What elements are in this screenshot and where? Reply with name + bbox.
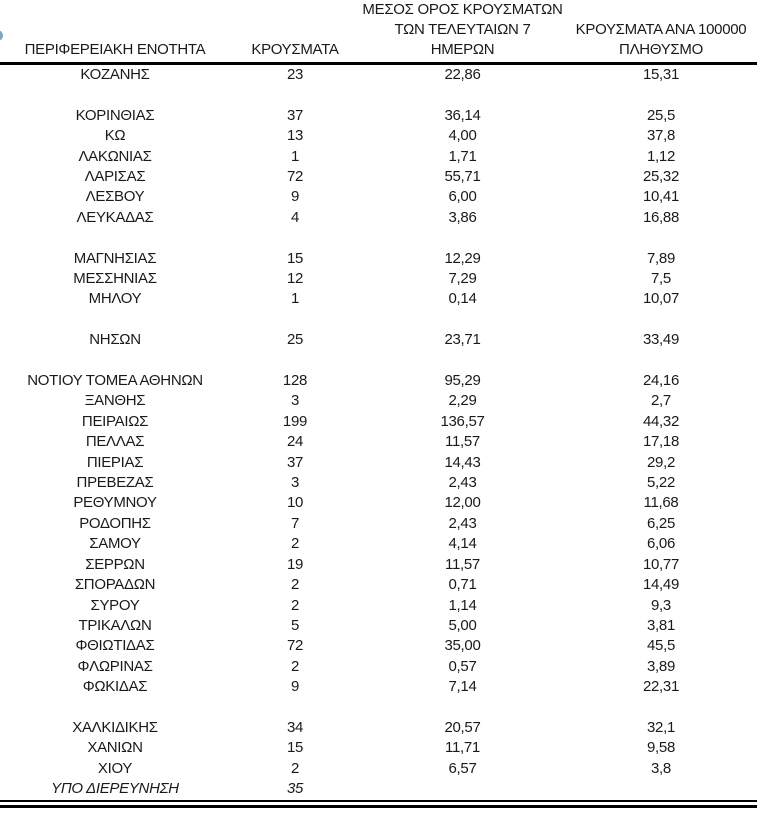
table-row [0, 432, 757, 452]
avg-7day-cell: 2,43 [448, 474, 477, 492]
per-100000-cell: 11,68 [643, 494, 679, 512]
table-row [0, 269, 757, 289]
per-100000-cell: 7,5 [651, 270, 671, 288]
regional-unit-cell [0, 310, 230, 330]
cases-cell: 4 [290, 208, 300, 226]
table-row [0, 391, 757, 411]
table-row [0, 187, 757, 207]
regional-unit-cell: ΣΥΡΟΥ [90, 596, 140, 614]
regional-unit-cell: ΞΑΝΘΗΣ [84, 392, 146, 410]
regional-unit-cell: ΛΕΣΒΟΥ [85, 188, 145, 206]
avg-7day-cell: 136,57 [440, 412, 485, 430]
per-100000-cell: 7,89 [647, 249, 675, 267]
regional-unit-cell: ΣΕΡΡΩΝ [85, 555, 145, 573]
cases-cell: 1 [290, 147, 300, 165]
per-100000-cell: 32,1 [647, 718, 675, 736]
avg-7day-cell: 35,00 [444, 637, 481, 655]
regional-unit-cell: ΦΘΙΩΤΙΔΑΣ [75, 637, 155, 655]
per-100000-cell: 10,41 [642, 188, 680, 206]
table-row [0, 249, 757, 269]
header-row [0, 0, 757, 64]
avg-7day-cell: 4,14 [448, 535, 477, 553]
per-100000-cell: 2,7 [651, 392, 671, 410]
cases-cell [230, 698, 360, 718]
cases-cell: 10 [286, 494, 304, 512]
table-row [0, 126, 757, 146]
regional-unit-cell [0, 698, 230, 718]
cases-cell: 5 [290, 616, 300, 634]
table-row [0, 289, 757, 309]
per-100000-cell [565, 228, 757, 248]
table-row [0, 514, 757, 534]
regional-unit-cell: ΛΑΚΩΝΙΑΣ [78, 147, 152, 165]
cases-cell: 37 [286, 453, 304, 471]
regional-unit-cell: ΚΟΖΑΝΗΣ [80, 66, 150, 83]
regional-unit-cell: ΠΡΕΒΕΖΑΣ [76, 474, 154, 492]
avg-7day-cell: 6,57 [448, 759, 477, 777]
table-row [0, 371, 757, 391]
avg-7day-cell: 2,29 [448, 392, 477, 410]
header-line: ΠΛΗΘΥΣΜΟ [619, 41, 703, 58]
per-100000-cell: 16,88 [642, 208, 680, 226]
per-100000-cell: 3,81 [647, 616, 675, 634]
per-100000-cell [565, 85, 757, 105]
column-header-cases-per-100000 [565, 0, 757, 64]
header-line: ΗΜΕΡΩΝ [430, 41, 495, 58]
regional-unit-cell: ΧΙΟΥ [97, 759, 133, 777]
table-row [0, 106, 757, 126]
table-row [0, 412, 757, 432]
avg-7day-cell: 11,57 [445, 433, 480, 451]
cases-cell: 19 [286, 555, 304, 573]
cases-cell: 15 [286, 739, 304, 757]
table-row [0, 147, 757, 167]
per-100000-cell: 10,07 [642, 290, 680, 308]
per-100000-cell: 5,22 [647, 474, 675, 492]
avg-7day-cell: 14,43 [444, 453, 481, 471]
cases-cell: 9 [290, 188, 300, 206]
per-100000-cell: 17,18 [642, 433, 680, 451]
avg-7day-cell: 6,00 [448, 188, 477, 206]
avg-7day-cell [360, 351, 565, 371]
regional-unit-cell: ΝΟΤΙΟΥ ΤΟΜΕΑ ΑΘΗΝΩΝ [27, 372, 203, 390]
table-row [0, 85, 757, 105]
header-line: ΚΡΟΥΣΜΑΤΑ ΑΝΑ 100000 [575, 21, 747, 38]
table-row [0, 657, 757, 677]
header-line: ΠΕΡΙΦΕΡΕΙΑΚΗ ΕΝΟΤΗΤΑ [24, 41, 206, 58]
regional-unit-cell: ΧΑΛΚΙΔΙΚΗΣ [72, 718, 158, 736]
avg-7day-cell [360, 779, 565, 799]
regional-unit-cell: ΚΟΡΙΝΘΙΑΣ [75, 106, 155, 124]
cases-cell: 9 [290, 678, 300, 696]
per-100000-cell: 6,06 [647, 535, 675, 553]
column-header-regional-unit [0, 0, 230, 64]
cases-cell: 15 [286, 249, 304, 267]
per-100000-cell: 25,5 [647, 106, 675, 124]
cases-cell: 24 [286, 433, 304, 451]
avg-7day-cell: 5,00 [448, 616, 477, 634]
cases-cell: 72 [286, 168, 304, 186]
table-body [0, 64, 757, 800]
per-100000-cell: 3,89 [647, 657, 675, 675]
avg-7day-cell: 7,29 [448, 270, 477, 288]
table-row [0, 64, 757, 86]
table-row [0, 555, 757, 575]
regional-unit-cell: ΜΕΣΣΗΝΙΑΣ [73, 270, 157, 288]
regional-unit-cell: ΚΩ [104, 127, 126, 145]
column-header-7day-average [360, 0, 565, 64]
cases-cell: 2 [290, 657, 300, 675]
cases-cell: 3 [290, 392, 300, 410]
avg-7day-cell: 12,00 [444, 494, 481, 512]
regional-unit-cell: ΛΕΥΚΑΔΑΣ [76, 208, 154, 226]
avg-7day-cell: 7,14 [448, 678, 477, 696]
table-row [0, 208, 757, 228]
regional-unit-cell: ΧΑΝΙΩΝ [87, 739, 143, 757]
header-line: ΤΩΝ ΤΕΛΕΥΤΑΙΩΝ 7 [394, 21, 531, 38]
per-100000-cell: 14,49 [642, 576, 680, 594]
avg-7day-cell [360, 228, 565, 248]
avg-7day-cell: 0,57 [448, 657, 477, 675]
per-100000-cell: 9,58 [647, 739, 675, 757]
per-100000-cell: 25,32 [642, 168, 680, 186]
header-line: ΚΡΟΥΣΜΑΤΑ [251, 41, 339, 58]
per-100000-cell: 6,25 [647, 514, 675, 532]
table-row [0, 596, 757, 616]
avg-7day-cell: 36,14 [444, 106, 481, 124]
cases-cell: 23 [286, 66, 304, 83]
per-100000-cell: 44,32 [642, 412, 680, 430]
table-row [0, 718, 757, 738]
regional-unit-cell: ΝΗΣΩΝ [89, 331, 141, 349]
cases-cell: 13 [286, 127, 304, 145]
table-row [0, 779, 757, 799]
per-100000-cell: 22,31 [642, 678, 680, 696]
table-row [0, 167, 757, 187]
per-100000-cell: 15,31 [642, 66, 680, 83]
avg-7day-cell: 95,29 [444, 372, 481, 390]
per-100000-cell: 45,5 [647, 637, 675, 655]
table-header [0, 0, 757, 64]
avg-7day-cell: 11,71 [445, 739, 480, 757]
per-100000-cell: 37,8 [647, 127, 675, 145]
table-row [0, 493, 757, 513]
avg-7day-cell: 0,71 [448, 576, 477, 594]
cases-cell: 12 [286, 270, 304, 288]
cases-cell: 2 [290, 535, 300, 553]
table-row [0, 228, 757, 248]
avg-7day-cell: 23,71 [444, 331, 481, 349]
cases-cell: 2 [290, 759, 300, 777]
regional-unit-cell: ΦΛΩΡΙΝΑΣ [77, 657, 153, 675]
table-row [0, 310, 757, 330]
per-100000-cell [565, 351, 757, 371]
avg-7day-cell [360, 85, 565, 105]
avg-7day-cell: 2,43 [448, 514, 477, 532]
cases-cell: 25 [286, 331, 304, 349]
cases-cell: 3 [290, 474, 300, 492]
table-row [0, 738, 757, 758]
per-100000-cell [565, 779, 757, 799]
avg-7day-cell: 3,86 [448, 208, 477, 226]
cases-cell: 2 [290, 576, 300, 594]
avg-7day-cell [360, 698, 565, 718]
regional-unit-cell: ΣΑΜΟΥ [89, 535, 141, 553]
avg-7day-cell: 20,57 [444, 718, 481, 736]
regional-unit-cell: ΠΕΙΡΑΙΩΣ [81, 412, 149, 430]
avg-7day-cell: 55,71 [444, 168, 481, 186]
regional-unit-cell: ΡΕΘΥΜΝΟΥ [73, 494, 157, 512]
avg-7day-cell: 1,14 [448, 596, 477, 614]
cases-cell [230, 85, 360, 105]
per-100000-cell: 29,2 [647, 453, 675, 471]
regional-unit-cell [0, 351, 230, 371]
cases-cell [230, 351, 360, 371]
avg-7day-cell: 4,00 [448, 127, 477, 145]
cases-cell: 1 [290, 290, 300, 308]
avg-7day-cell: 1,71 [448, 147, 477, 165]
regional-unit-cell [0, 85, 230, 105]
regional-unit-cell: ΠΕΛΛΑΣ [85, 433, 145, 451]
cases-cell: 35 [286, 780, 304, 798]
per-100000-cell: 1,12 [647, 147, 675, 165]
cases-cell: 72 [286, 637, 304, 655]
regional-unit-cell: ΠΙΕΡΙΑΣ [86, 453, 144, 471]
table-row [0, 698, 757, 718]
table-row [0, 616, 757, 636]
table-row [0, 575, 757, 595]
regional-unit-cell: ΤΡΙΚΑΛΩΝ [78, 616, 152, 634]
per-100000-cell: 9,3 [651, 596, 671, 614]
table-row [0, 473, 757, 493]
table-row [0, 351, 757, 371]
per-100000-cell: 10,77 [642, 555, 680, 573]
per-100000-cell: 3,8 [651, 759, 671, 777]
per-100000-cell [565, 310, 757, 330]
table-row [0, 534, 757, 554]
table-row [0, 636, 757, 656]
table-row [0, 453, 757, 473]
regional-unit-cell: ΣΠΟΡΑΔΩΝ [74, 576, 156, 594]
table-row [0, 330, 757, 350]
avg-7day-cell: 11,57 [445, 555, 480, 573]
header-line: ΜΕΣΟΣ ΟΡΟΣ ΚΡΟΥΣΜΑΤΩΝ [362, 1, 563, 18]
cases-cell [230, 228, 360, 248]
regional-unit-cell [0, 228, 230, 248]
avg-7day-cell: 12,29 [444, 249, 481, 267]
cases-cell: 37 [286, 106, 304, 124]
cases-cell: 2 [290, 596, 300, 614]
regional-unit-cell: ΡΟΔΟΠΗΣ [79, 514, 151, 532]
table-bottom-double-rule [0, 800, 757, 808]
cases-cell [230, 310, 360, 330]
regional-unit-cell: ΜΑΓΝΗΣΙΑΣ [73, 249, 157, 267]
regional-unit-cell: ΛΑΡΙΣΑΣ [84, 168, 146, 186]
table-row [0, 759, 757, 779]
regional-unit-cell: ΥΠΟ ΔΙΕΡΕΥΝΗΣΗ [51, 780, 179, 798]
regional-unit-cell: ΜΗΛΟΥ [88, 290, 142, 308]
regional-unit-cell: ΦΩΚΙΔΑΣ [82, 678, 148, 696]
avg-7day-cell [360, 310, 565, 330]
avg-7day-cell: 22,86 [444, 66, 481, 83]
per-100000-cell: 24,16 [642, 372, 680, 390]
cases-cell: 34 [286, 718, 304, 736]
per-100000-cell: 33,49 [642, 331, 680, 349]
cases-cell: 7 [290, 514, 300, 532]
table-row [0, 677, 757, 697]
per-100000-cell [565, 698, 757, 718]
cases-cell: 199 [282, 412, 308, 430]
cases-cell: 128 [282, 372, 308, 390]
column-header-cases [230, 0, 360, 64]
avg-7day-cell: 0,14 [448, 290, 477, 308]
